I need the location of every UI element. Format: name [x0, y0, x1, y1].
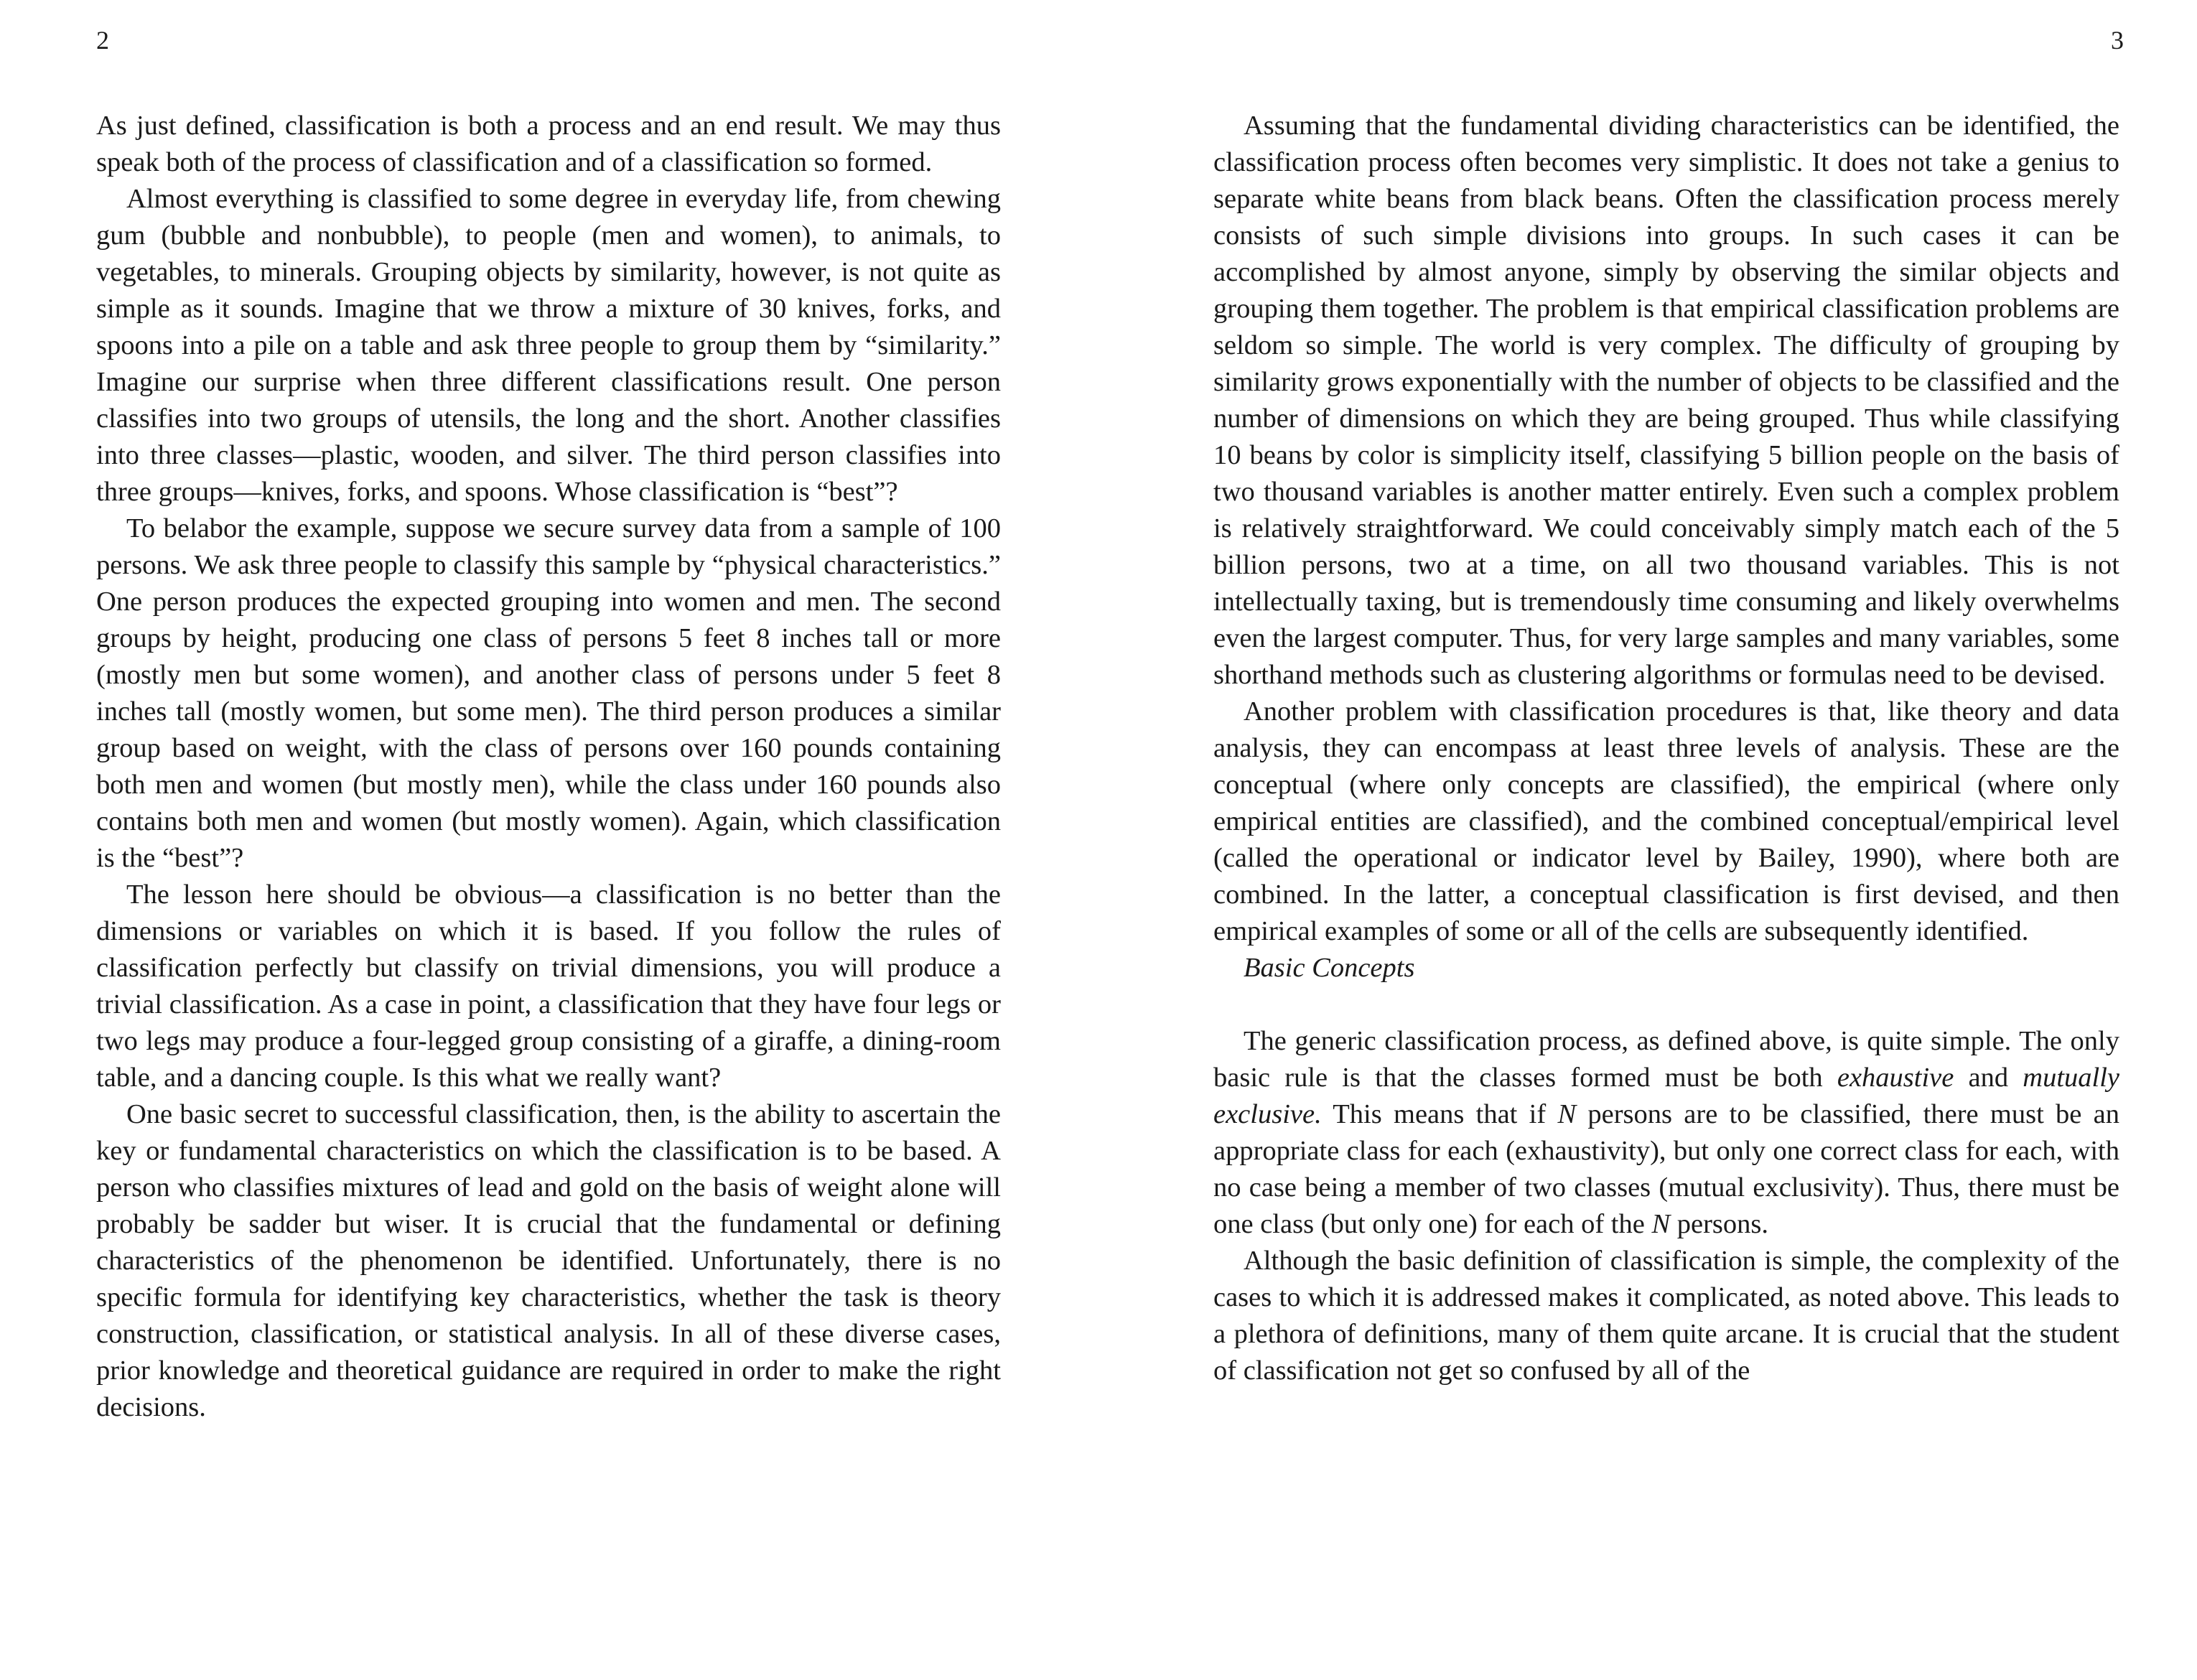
- text-run: persons are to be classified, there must be an appropriate class for each (exhaustivity), but only one correct class for each, with no case being a member of two classes (mutual exclusivity). Thus, there must be one class (but only one) for each of the: [1213, 1099, 2120, 1239]
- paragraph: As just defined, classification is both a process and an end result. We may thus speak both of the process of classification and of a classification so formed.: [96, 111, 1001, 177]
- paragraph: Another problem with classification procedures is that, like theory and data analysis, they can encompass at least three levels of analysis. These are the conceptual (where only concepts are classified), the empirical (where only empirical entities are classified), and the combined conceptual/empirical level (called the operational or indicator level by Bailey, 1990), where both are combined. In the latter, a conceptual classification is first devised, and then empirical examples of some or all of the cells are subsequently identified.: [1213, 696, 2119, 946]
- paragraph: To belabor the example, suppose we secure survey data from a sample of 100 persons. We ask three people to classify this sample by “physical characteristics.” One person produces the expected grouping into women and men. The second groups by height, producing one class of persons 5 feet 8 inches tall or more (mostly men but some women), and another class of persons under 5 feet 8 inches tall (mostly women, but some men). The third person produces a similar group based on weight, with the class of persons over 160 pounds containing both men and women (but mostly men), while the class under 160 pounds also contains both men and women (but mostly women). Again, which classification is the “best”?: [96, 513, 1001, 873]
- paragraph: Almost everything is classified to some degree in everyday life, from chewing gum (bubble and nonbubble), to people (men and women), to animals, to vegetables, to minerals. Grouping objects by similarity, however, is not quite as simple as it sounds. Imagine that we throw a mixture of 30 knives, forks, and spoons into a pile on a table and ask three people to group them by “similarity.” Imagine our surprise when three different classifications result. One person classifies into two groups of utensils, the long and the short. Another classifies into three classes—plastic, wooden, and silver. The third person classifies into three groups—knives, forks, and spoons. Whose classification is “best”?: [96, 184, 1001, 507]
- paragraph: Assuming that the fundamental dividing characteristics can be identified, the classification process often becomes very simplistic. It does not take a genius to separate white beans from black beans. Often the classification process merely consists of such simple divisions into groups. In such cases it can be accomplished by almost anyone, simply by observing the similar objects and grouping them together. The problem is that empirical classification problems are seldom so simple. The world is very complex. The difficulty of grouping by similarity grows exponentially with the number of objects to be classified and the number of dimensions on which they are being grouped. Thus while classifying 10 beans by color is simplicity itself, classifying 5 billion people on the basis of two thousand variables is another matter entirely. Even such a complex problem is relatively straightforward. We could conceivably simply match each of the 5 billion persons, two at a time, on all two thousand variables. This is not intellectually taxing, but is tremendously time consuming and likely overwhelms even the largest computer. Thus, for very large samples and many variables, some shorthand methods such as clustering algorithms or formulas need to be devised.: [1213, 111, 2119, 690]
- text-run: This means that if: [1321, 1099, 1558, 1129]
- right-page-text: [1213, 108, 2119, 1389]
- term-mutually-exclusive: mutually exclusive.: [1213, 1063, 2120, 1129]
- paragraph: [1213, 1023, 2119, 1243]
- text-run: persons.: [1670, 1209, 1768, 1239]
- paragraph: One basic secret to successful classification, then, is the ability to ascertain the key or fundamental characteristics on which the classification is to be based. A person who classifies mixtures of lead and gold on the basis of weight alone will probably be sadder but wiser. It is crucial that the fundamental or defining characteristics of the phenomenon be identified. Unfortunately, there is no specific formula for identifying key characteristics, whether the task is theory construction, classification, or statistical analysis. In all of these diverse cases, prior knowledge and theoretical guidance are required in order to make the right decisions.: [96, 1099, 1001, 1422]
- left-page-number: 2: [96, 26, 109, 55]
- text-run: and: [1954, 1063, 2023, 1093]
- variable-n: N: [1651, 1209, 1671, 1239]
- left-page-text: [96, 108, 1001, 1426]
- text-run: The generic classification process, as defined above, is quite simple. The only basic rule is that the classes formed must be both: [1213, 1026, 2119, 1093]
- term-exhaustive: exhaustive: [1837, 1063, 1954, 1093]
- right-page-number: 3: [2111, 26, 2124, 55]
- section-heading: Basic Concepts: [1244, 953, 1415, 983]
- paragraph: Although the basic definition of classification is simple, the complexity of the cases to which it is addressed makes it complicated, as noted above. This leads to a plethora of definitions, many of them quite arcane. It is crucial that the student of classification not get so confused by all of the: [1213, 1246, 2119, 1386]
- variable-n: N: [1557, 1099, 1577, 1129]
- paragraph: The lesson here should be obvious—a classification is no better than the dimensions or variables on which it is based. If you follow the rules of classification perfectly but classify on trivial dimensions, you will produce a trivial classification. As a case in point, a classification that they have four legs or two legs may produce a four-legged group consisting of a giraffe, a dining-room table, and a dancing couple. Is this what we really want?: [96, 879, 1001, 1093]
